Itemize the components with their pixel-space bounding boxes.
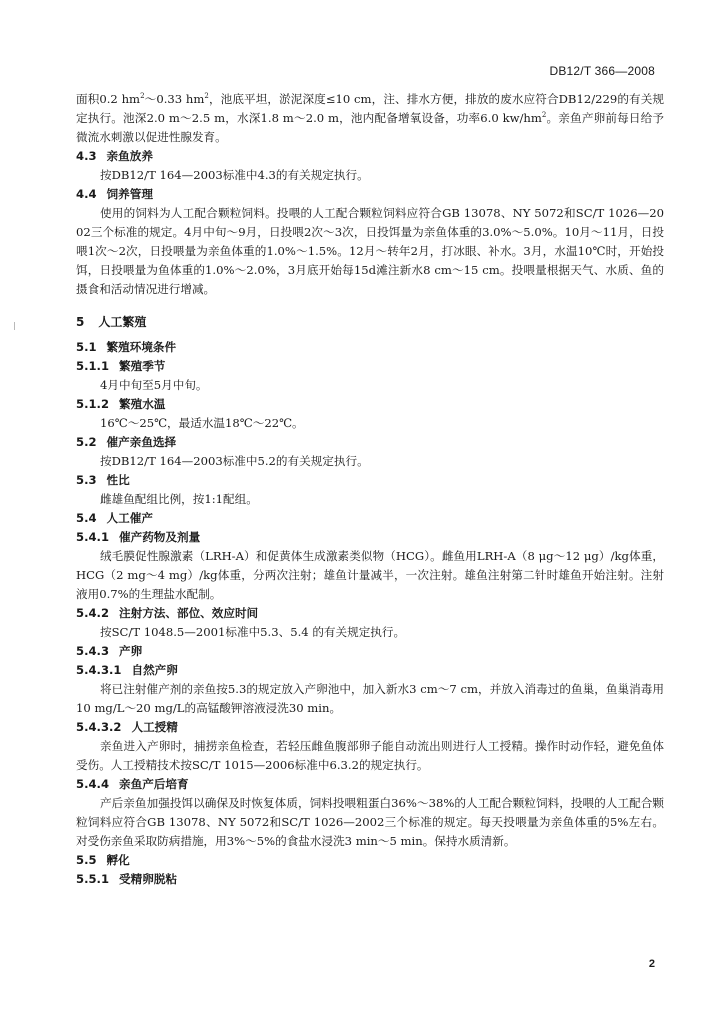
section-number: 5.4.2: [76, 606, 110, 620]
section-title: 人工授精: [131, 720, 178, 734]
section-heading-5-4-3-2: [76, 718, 664, 737]
intro-text-4: 。亲鱼产卵前每日给予微流水刺激以促进性腺发育。: [76, 111, 664, 144]
page-number: 2: [648, 958, 655, 970]
section-heading-5-1-1: [76, 357, 664, 376]
intro-sup-3: 2: [541, 111, 547, 120]
margin-mark: [14, 322, 18, 330]
section-heading-5-2: [76, 433, 664, 452]
section-title: 繁殖季节: [119, 359, 166, 373]
section-title: 自然产卵: [131, 663, 178, 677]
section-number: 5.4.1: [76, 530, 110, 544]
section-number: 5.1.1: [76, 359, 110, 373]
chapter-number: 5: [76, 315, 85, 329]
section-heading-5-4-3-1: [76, 661, 664, 680]
section-number: 5.5: [76, 853, 97, 867]
section-title: 亲鱼放养: [106, 149, 153, 163]
section-title: 受精卵脱粘: [119, 872, 177, 886]
section-text-5-4-4: 产后亲鱼加强投饵以确保及时恢复体质，饲料投喂粗蛋白36%～38%的人工配合颗粒饲料，投喂的人工配合颗粒饲料应符合GB 13078、NY 5072和SC/T 1026—2002三个标准的规定。每天投喂量为亲鱼体重的5%左右。对受伤亲鱼采取防病措施，用3%～5%的食盐水浸洗3 min～5 min。保持水质清新。: [76, 796, 664, 848]
section-title: 催产亲鱼选择: [106, 435, 177, 449]
section-number: 5.2: [76, 435, 97, 449]
section-heading-5-4-3: [76, 642, 664, 661]
section-title: 性比: [106, 473, 130, 487]
standard-code: DB12/T 366—2008: [549, 64, 655, 78]
section-text-5-3: 雌雄鱼配组比例，按1:1配组。: [100, 492, 258, 506]
section-number: 5.4.3.1: [76, 663, 122, 677]
section-text-5-4-3-1: 将已注射催产剂的亲鱼按5.3的规定放入产卵池中，加入新水3 cm～7 cm，并放入消毒过的鱼巢，鱼巢消毒用10 mg/L～20 mg/L的高锰酸钾溶液浸洗30 min。: [76, 682, 664, 715]
section-text-5-2: 按DB12/T 164—2003标准中5.2的有关规定执行。: [100, 454, 369, 468]
section-heading-5-4-4: [76, 775, 664, 794]
section-heading-4-3: [76, 147, 664, 166]
section-heading-5-5: [76, 851, 664, 870]
document-body: [76, 90, 664, 889]
section-number: 4.4: [76, 187, 97, 201]
section-number: 5.4.3: [76, 644, 110, 658]
section-title: 注射方法、部位、效应时间: [119, 606, 259, 620]
section-heading-5-1: [76, 338, 664, 357]
section-number: 5.1: [76, 340, 97, 354]
intro-sup-1: 2: [140, 92, 145, 101]
intro-sup-2: 2: [204, 92, 209, 101]
section-heading-5-3: [76, 471, 664, 490]
section-heading-5-4-1: [76, 528, 664, 547]
section-title: 繁殖环境条件: [106, 340, 177, 354]
section-title: 繁殖水温: [119, 397, 166, 411]
section-heading-5-1-2: [76, 395, 664, 414]
section-number: 5.4: [76, 511, 97, 525]
section-text-4-3: 按DB12/T 164—2003标准中4.3的有关规定执行。: [100, 168, 369, 182]
section-heading-5-4-2: [76, 604, 664, 623]
section-title: 催产药物及剂量: [119, 530, 201, 544]
intro-text-2: ～0.33 hm: [144, 92, 205, 106]
section-text-5-4-1: 绒毛膜促性腺激素（LRH-A）和促黄体生成激素类似物（HCG）。雌鱼用LRH-A（8 μg～12 μg）/kg体重，HCG（2 mg～4 mg）/kg体重，分两次注射；雄鱼计量减半，一次注射。雄鱼注射第二针时雄鱼开始注射。注射液用0.7%的生理盐水配制。: [76, 549, 664, 601]
section-title: 产卵: [119, 644, 143, 658]
chapter-heading-5: [76, 313, 664, 332]
section-heading-5-4: [76, 509, 664, 528]
section-title: 孵化: [106, 853, 130, 867]
section-number: 4.3: [76, 149, 97, 163]
intro-text-1: 面积0.2 hm: [76, 92, 141, 106]
section-text-5-1-2: 16℃～25℃，最适水温18℃～22℃。: [100, 416, 304, 430]
section-number: 5.5.1: [76, 872, 110, 886]
section-number: 5.3: [76, 473, 97, 487]
section-text-5-1-1: 4月中旬至5月中旬。: [100, 378, 208, 392]
chapter-title: 人工繁殖: [98, 315, 147, 329]
section-heading-5-5-1: [76, 870, 664, 889]
section-title: 人工催产: [106, 511, 153, 525]
section-text-4-4: 使用的饲料为人工配合颗粒饲料。投喂的人工配合颗粒饲料应符合GB 13078、NY 5072和SC/T 1026—2002三个标准的规定。4月中旬～9月，日投喂2次～3次，日投饵量为亲鱼体重的3.0%～5.0%。10月～11月，日投喂1次～2次，日投喂量为亲鱼体重的1.0%～1.5%。12月～转年2月，打冰眼、补水。3月，水温10℃时，开始投饵，日投喂量为鱼体重的1.0%～2.0%，3月底开始每15d滩注新水8 cm～15 cm。投喂量根据天气、水质、鱼的摄食和活动情况进行增减。: [76, 206, 665, 296]
section-title: 亲鱼产后培育: [119, 777, 189, 791]
section-text-5-4-2: 按SC/T 1048.5—2001标准中5.3、5.4 的有关规定执行。: [100, 625, 406, 639]
section-number: 5.4.4: [76, 777, 110, 791]
section-heading-4-4: [76, 185, 664, 204]
section-title: 饲养管理: [106, 187, 153, 201]
section-number: 5.1.2: [76, 397, 110, 411]
section-text-5-4-3-2: 亲鱼进入产卵时，捕捞亲鱼检查，若轻压雌鱼腹部卵子能自动流出则进行人工授精。操作时动作轻，避免鱼体受伤。人工授精技术按SC/T 1015—2006标准中6.3.2的规定执行。: [76, 739, 664, 772]
intro-text-3: ，池底平坦，淤泥深度≤10 cm，注、排水方便，排放的废水应符合DB12/229的有关规定执行。池深2.0 m～2.5 m，水深1.8 m～2.0 m，池内配备增氧设备，功率6.0 kw/hm: [76, 92, 664, 125]
intro-paragraph: [76, 90, 664, 147]
section-number: 5.4.3.2: [76, 720, 122, 734]
